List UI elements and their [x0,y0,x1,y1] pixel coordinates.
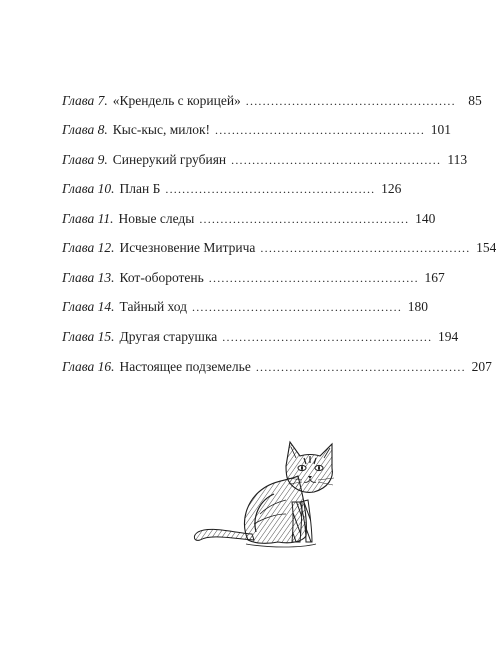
chapter-number: Глава 11. [62,211,114,226]
chapter-title: Новые следы [118,211,195,226]
dot-leader: .................................................. [245,94,456,108]
page-number: 140 [415,211,436,226]
page-number: 126 [381,181,402,196]
chapter-number: Глава 12. [62,240,115,255]
sitting-cat-illustration [190,436,340,554]
page-number: 180 [407,299,429,314]
chapter-title: Тайный ход [119,299,188,314]
chapter-title: Настоящее подземелье [119,359,251,374]
dot-leader: .................................................. [215,123,426,137]
dot-leader: .................................................. [165,182,376,196]
page-number: 101 [430,122,452,137]
chapter-title: Исчезновение Митрича [119,240,256,255]
chapter-number: Глава 14. [62,299,115,314]
page-number: 194 [438,329,459,344]
chapter-number: Глава 15. [62,329,115,344]
chapter-title: «Крендель с корицей» [112,93,241,108]
chapter-number: Глава 9. [62,152,108,167]
toc-entry-chapter-15 [62,327,459,347]
page-number: 207 [471,359,492,374]
chapter-title: Кот-оборотень [119,270,204,285]
toc-entry-chapter-8 [62,120,452,140]
chapter-number: Глава 13. [62,270,115,285]
chapter-title: Другая старушка [119,329,218,344]
page-number: 167 [424,270,445,285]
page-number: 85 [468,93,482,108]
chapter-title: Синерукий грубиян [112,152,227,167]
page-number: 113 [447,152,468,167]
toc-entry-chapter-13 [62,268,445,288]
dot-leader: .................................................. [260,241,471,255]
toc-entry-chapter-7 [62,91,482,111]
dot-leader: .................................................. [192,300,403,314]
toc-entry-chapter-14 [62,297,429,317]
dot-leader: .................................................. [255,360,466,374]
toc-entry-chapter-12 [62,238,496,258]
chapter-title: План Б [119,181,161,196]
page-number: 154 [476,240,496,255]
dot-leader: .................................................. [208,271,419,285]
toc-entry-chapter-16 [62,357,492,377]
chapter-number: Глава 10. [62,181,115,196]
dot-leader: .................................................. [199,212,410,226]
toc-entry-chapter-9 [62,150,468,170]
toc-entry-chapter-10 [62,179,402,199]
chapter-title: Кыс-кыс, милок! [112,122,211,137]
toc-entry-chapter-11 [62,209,436,229]
dot-leader: .................................................. [222,330,433,344]
chapter-number: Глава 16. [62,359,115,374]
chapter-number: Глава 8. [62,122,108,137]
chapter-number: Глава 7. [62,93,108,108]
dot-leader: .................................................. [231,153,442,167]
